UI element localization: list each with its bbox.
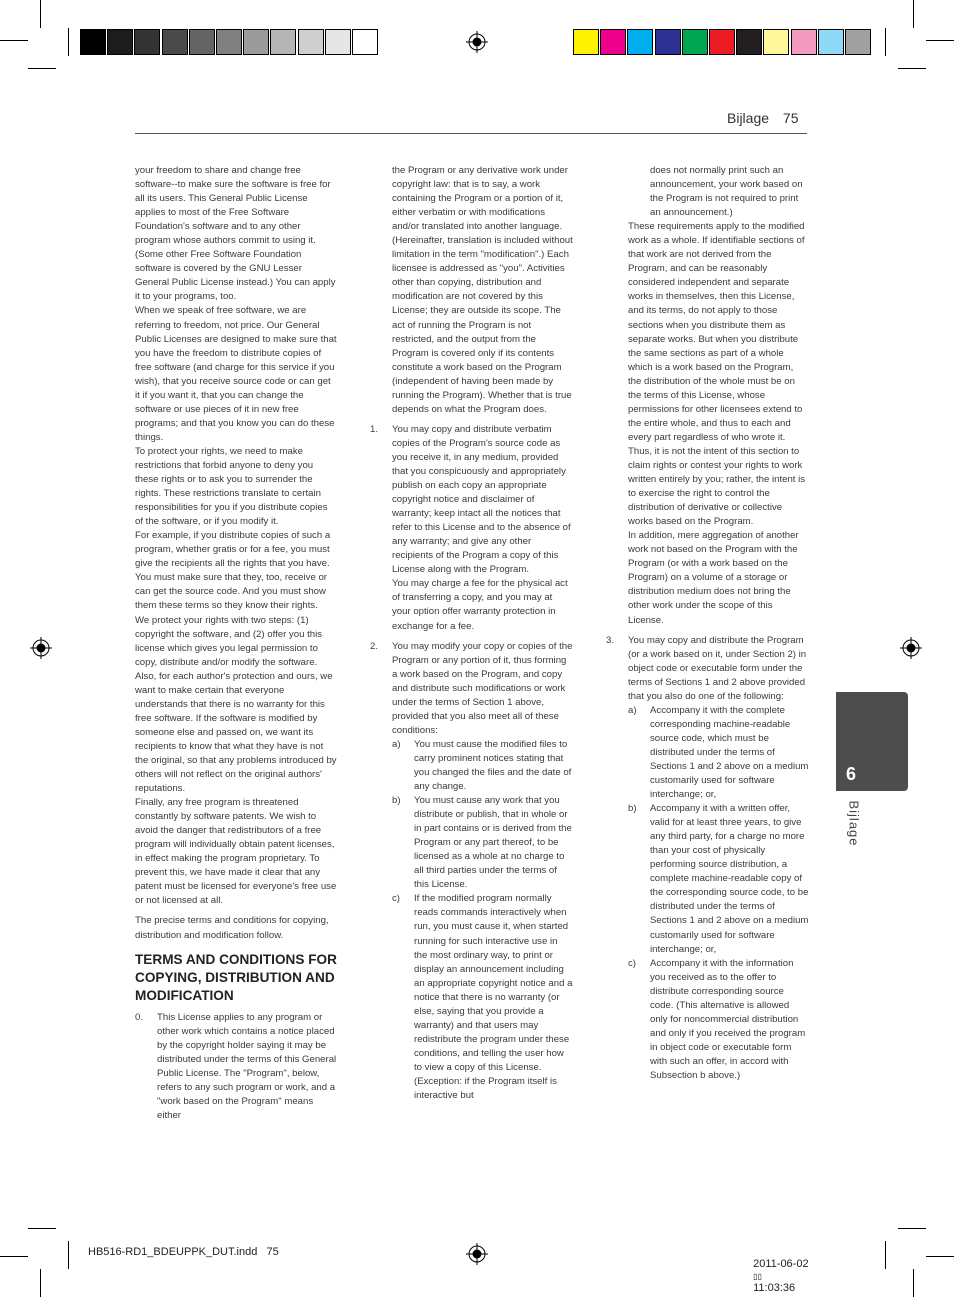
list-text: You may charge a fee for the physical act of transferring a copy, and you may at your option offer warranty protection in exchange for a fee. (392, 578, 568, 632)
sub-list-text: Accompany it with the complete corresponding machine-readable source code, which must be distributed under the terms of Sections 1 and 2 above on a medium customarily used for software interchange; or, (650, 704, 809, 801)
color-swatch (216, 29, 242, 55)
sub-list-letter: c) (392, 893, 400, 905)
paragraph: For example, if you distribute copies of such a program, whether gratis or for a fee, you must give the recipients all the rights that you have. You must make sure that they, too, receive or can get the source code. And you must show them these terms so they know their rights. (135, 530, 331, 612)
paragraph: To protect your rights, we need to make restrictions that forbid anyone to deny you these rights or to ask you to surrender the rights. These restrictions translate to certain responsibilities for you if you distribute copies of the software, or if you modify it. (135, 445, 328, 528)
registration-mark-icon (900, 637, 922, 659)
paragraph: Finally, any free program is threatened constantly by software patents. We wish to avoid the danger that redistributors of a free program will individually obtain patent licenses, in effect making the program proprietary. To prevent this, we have made it clear that any patent must be licensed for everyone's free use or not licensed at all. (135, 797, 337, 907)
sub-list-item (392, 794, 573, 892)
sub-list-item (392, 892, 573, 1103)
color-swatch (189, 29, 215, 55)
footer-time-prefix: ▯▯ (753, 1272, 762, 1281)
paragraph: These requirements apply to the modified work as a whole. If identifiable sections of that work are not derived from the Program, and can be reasonably considered independent and separate works in themselves, then this License, and its terms, do not apply to those sections when you distribute them as separate works. But when you distribute the same sections as part of a whole which is a work based on the Program, the distribution of the whole must be on the terms of this License, whose permissions for other licensees extend to the entire whole, and thus to each and every part regardless of who wrote it. (628, 221, 805, 443)
text-column-1 (135, 164, 338, 1123)
list-item (135, 1011, 338, 1123)
sub-list-item (628, 704, 809, 802)
chapter-number: 6 (846, 764, 857, 784)
color-swatch (655, 29, 681, 55)
footer-timestamp (747, 1246, 809, 1294)
color-swatch (573, 29, 599, 55)
color-swatch (791, 29, 817, 55)
color-swatch (134, 29, 160, 55)
color-swatch (270, 29, 296, 55)
sub-list-letter: b) (628, 803, 637, 815)
paragraph: The precise terms and conditions for copying, distribution and modification follow. (135, 915, 329, 941)
list-text: You may copy and distribute the Program (or a work based on it, under Section 2) in object code or executable form under the terms of Sections 1 and 2 above provided that you also do one of the following: (628, 634, 807, 702)
text-column-2 (370, 164, 573, 1103)
color-swatch (243, 29, 269, 55)
color-swatch (600, 29, 626, 55)
paragraph: When we speak of free software, we are referring to freedom, not price. Our General Public Licenses are designed to make sure that you have the freedom to distribute copies of free software (and charge for this service if you wish), that you receive source code or can get it if you want it, that you can change the software or use pieces of it in new free programs; and that you know you can do these things. (135, 305, 337, 443)
footer-file-name: HB516-RD1_BDEUPPK_DUT.indd 75 (88, 1246, 279, 1258)
color-swatch (162, 29, 188, 55)
list-item (370, 640, 573, 1104)
section-heading: TERMS AND CONDITIONS FOR COPYING, DISTRIBUTION AND MODIFICATION (135, 951, 337, 1003)
sub-list-letter: c) (628, 957, 636, 969)
sub-list-text: Accompany it with a written offer, valid for at least three years, to give any third party, for a charge no more than your cost of physically performing source distribution, a complete machine-readable copy of the corresponding source code, to be distributed under the terms of Sections 1 and 2 above on a medium customarily used for software interchange; or, (650, 803, 809, 955)
page-number: 75 (782, 110, 799, 126)
color-swatch (107, 29, 133, 55)
color-swatch (736, 29, 762, 55)
footer-time: 11:03:36 (753, 1282, 796, 1294)
list-number: 2. (370, 640, 379, 652)
sub-list-text: Accompany it with the information you received as to the offer to distribute corresponding source code. (This alternative is allowed only for noncommercial distribution and only if you received the program in object code or executable form with such an offer, in accord with Subsection b above.) (650, 957, 806, 1081)
paragraph: Thus, it is not the intent of this section to claim rights or contest your rights to work written entirely by you; rather, the intent is to exercise the right to control the distribution of derivative or collective works based on the Program. (628, 445, 806, 528)
registration-mark-icon (466, 1243, 488, 1265)
header-rule (135, 133, 807, 134)
sub-list-text: You must cause any work that you distribute or publish, that in whole or in part contains or is derived from the Program or any part thereof, to be licensed as a whole at no charge to all third parties under the terms of this License. (414, 795, 572, 891)
paragraph: In addition, mere aggregation of another work not based on the Program with the Program (or with a work based on the Program) on a volume of a storage or distribution medium does not bring the other work under the scope of this License. (628, 530, 799, 626)
list-number: 1. (370, 423, 379, 435)
paragraph: the Program or any derivative work under copyright law: that is to say, a work containing the Program or a portion of it, either verbatim or with modifications and/or translated into another language. (Hereinafter, translation is included without limitation in the term "modification".) Each licensee is addressed as "you". Activities other than copying, distribution and modification are not covered by this License; they are outside its scope. The act of running the Program is not restricted, and the output from the Program is covered only if its contents constitute a work based on the Program (independent of having been made by running the Program). Whether that is true depends on what the Program does. (392, 165, 573, 415)
sub-list-letter: b) (392, 795, 401, 807)
color-swatch (763, 29, 789, 55)
sub-list-letter: a) (628, 704, 637, 716)
registration-mark-icon (466, 31, 488, 53)
paragraph: We protect your rights with two steps: (1) copyright the software, and (2) offer you this license which gives you legal permission to copy, distribute and/or modify the software. (135, 614, 322, 668)
color-swatch (80, 29, 106, 55)
list-number: 0. (135, 1011, 144, 1023)
paragraph: your freedom to share and change free software--to make sure the software is free for all its users. This General Public License applies to most of the Free Software Foundation's software and to any other program whose authors commit to using it. (Some other Free Software Foundation software is covered by the GNU Lesser General Public License instead.) You can apply it to your programs, too. (135, 165, 336, 303)
header-section-label: Bijlage (727, 110, 770, 126)
list-text: You may copy and distribute verbatim copies of the Program's source code as you receive it, in any medium, provided that you conspicuously and appropriately publish on each copy an appropriate copyright notice and disclaimer of warranty; keep intact all the notices that refer to this License and to the absence of any warranty; and give any other recipients of the Program a copy of this License along with the Program. (392, 423, 571, 576)
paragraph: does not normally print such an announcement, your work based on the Program is not required to print an announcement.) (650, 165, 803, 219)
chapter-tab-label: Bijlage (846, 800, 862, 847)
sub-list-text: If the modified program normally reads commands interactively when run, you must cause it, when started running for such interactive use in the most ordinary way, to print or display an announcement including an appropriate copyright notice and a notice that there is no warranty (or else, saying that you provide a warranty) and that users may redistribute the program under these conditions, and telling the user how to view a copy of this License. (Exception: if the Program itself is interactive but (414, 893, 573, 1102)
paragraph: Also, for each author's protection and ours, we want to make certain that everyone understands that there is no warranty for this free software. If the software is modified by someone else and passed on, we want its recipients to know that what they have is not the original, so that any problems introduced by others will not reflect on the original authors' reputations. (135, 670, 337, 795)
color-swatch (627, 29, 653, 55)
color-swatch (709, 29, 735, 55)
sub-list-text: You must cause the modified files to carry prominent notices stating that you changed the files and the date of any change. (414, 738, 572, 793)
sub-list-item (628, 802, 809, 957)
color-swatch (325, 29, 351, 55)
color-swatch (682, 29, 708, 55)
color-swatch (845, 29, 871, 55)
page-header (727, 110, 799, 126)
list-item (370, 423, 573, 634)
registration-mark-icon (30, 637, 52, 659)
list-text: This License applies to any program or other work which contains a notice placed by the copyright holder saying it may be distributed under the terms of this General Public License. The "Program", below, refers to any such program or work, and a "work based on the Program" means either (157, 1011, 337, 1121)
sub-list-letter: a) (392, 738, 401, 750)
footer-date: 2011-06-02 (753, 1258, 809, 1270)
text-column-3 (606, 164, 809, 1083)
color-swatch (818, 29, 844, 55)
chapter-tab (836, 692, 908, 791)
color-swatch (298, 29, 324, 55)
sub-list-item (392, 738, 573, 794)
color-swatch (352, 29, 378, 55)
list-item (606, 634, 809, 1084)
sub-list-item (628, 957, 809, 1083)
list-number: 3. (606, 634, 615, 646)
list-text: You may modify your copy or copies of the Program or any portion of it, thus forming a work based on the Program, and copy and distribute such modifications or work under the terms of Section 1 above, provided that you also meet all of these conditions: (392, 640, 573, 736)
